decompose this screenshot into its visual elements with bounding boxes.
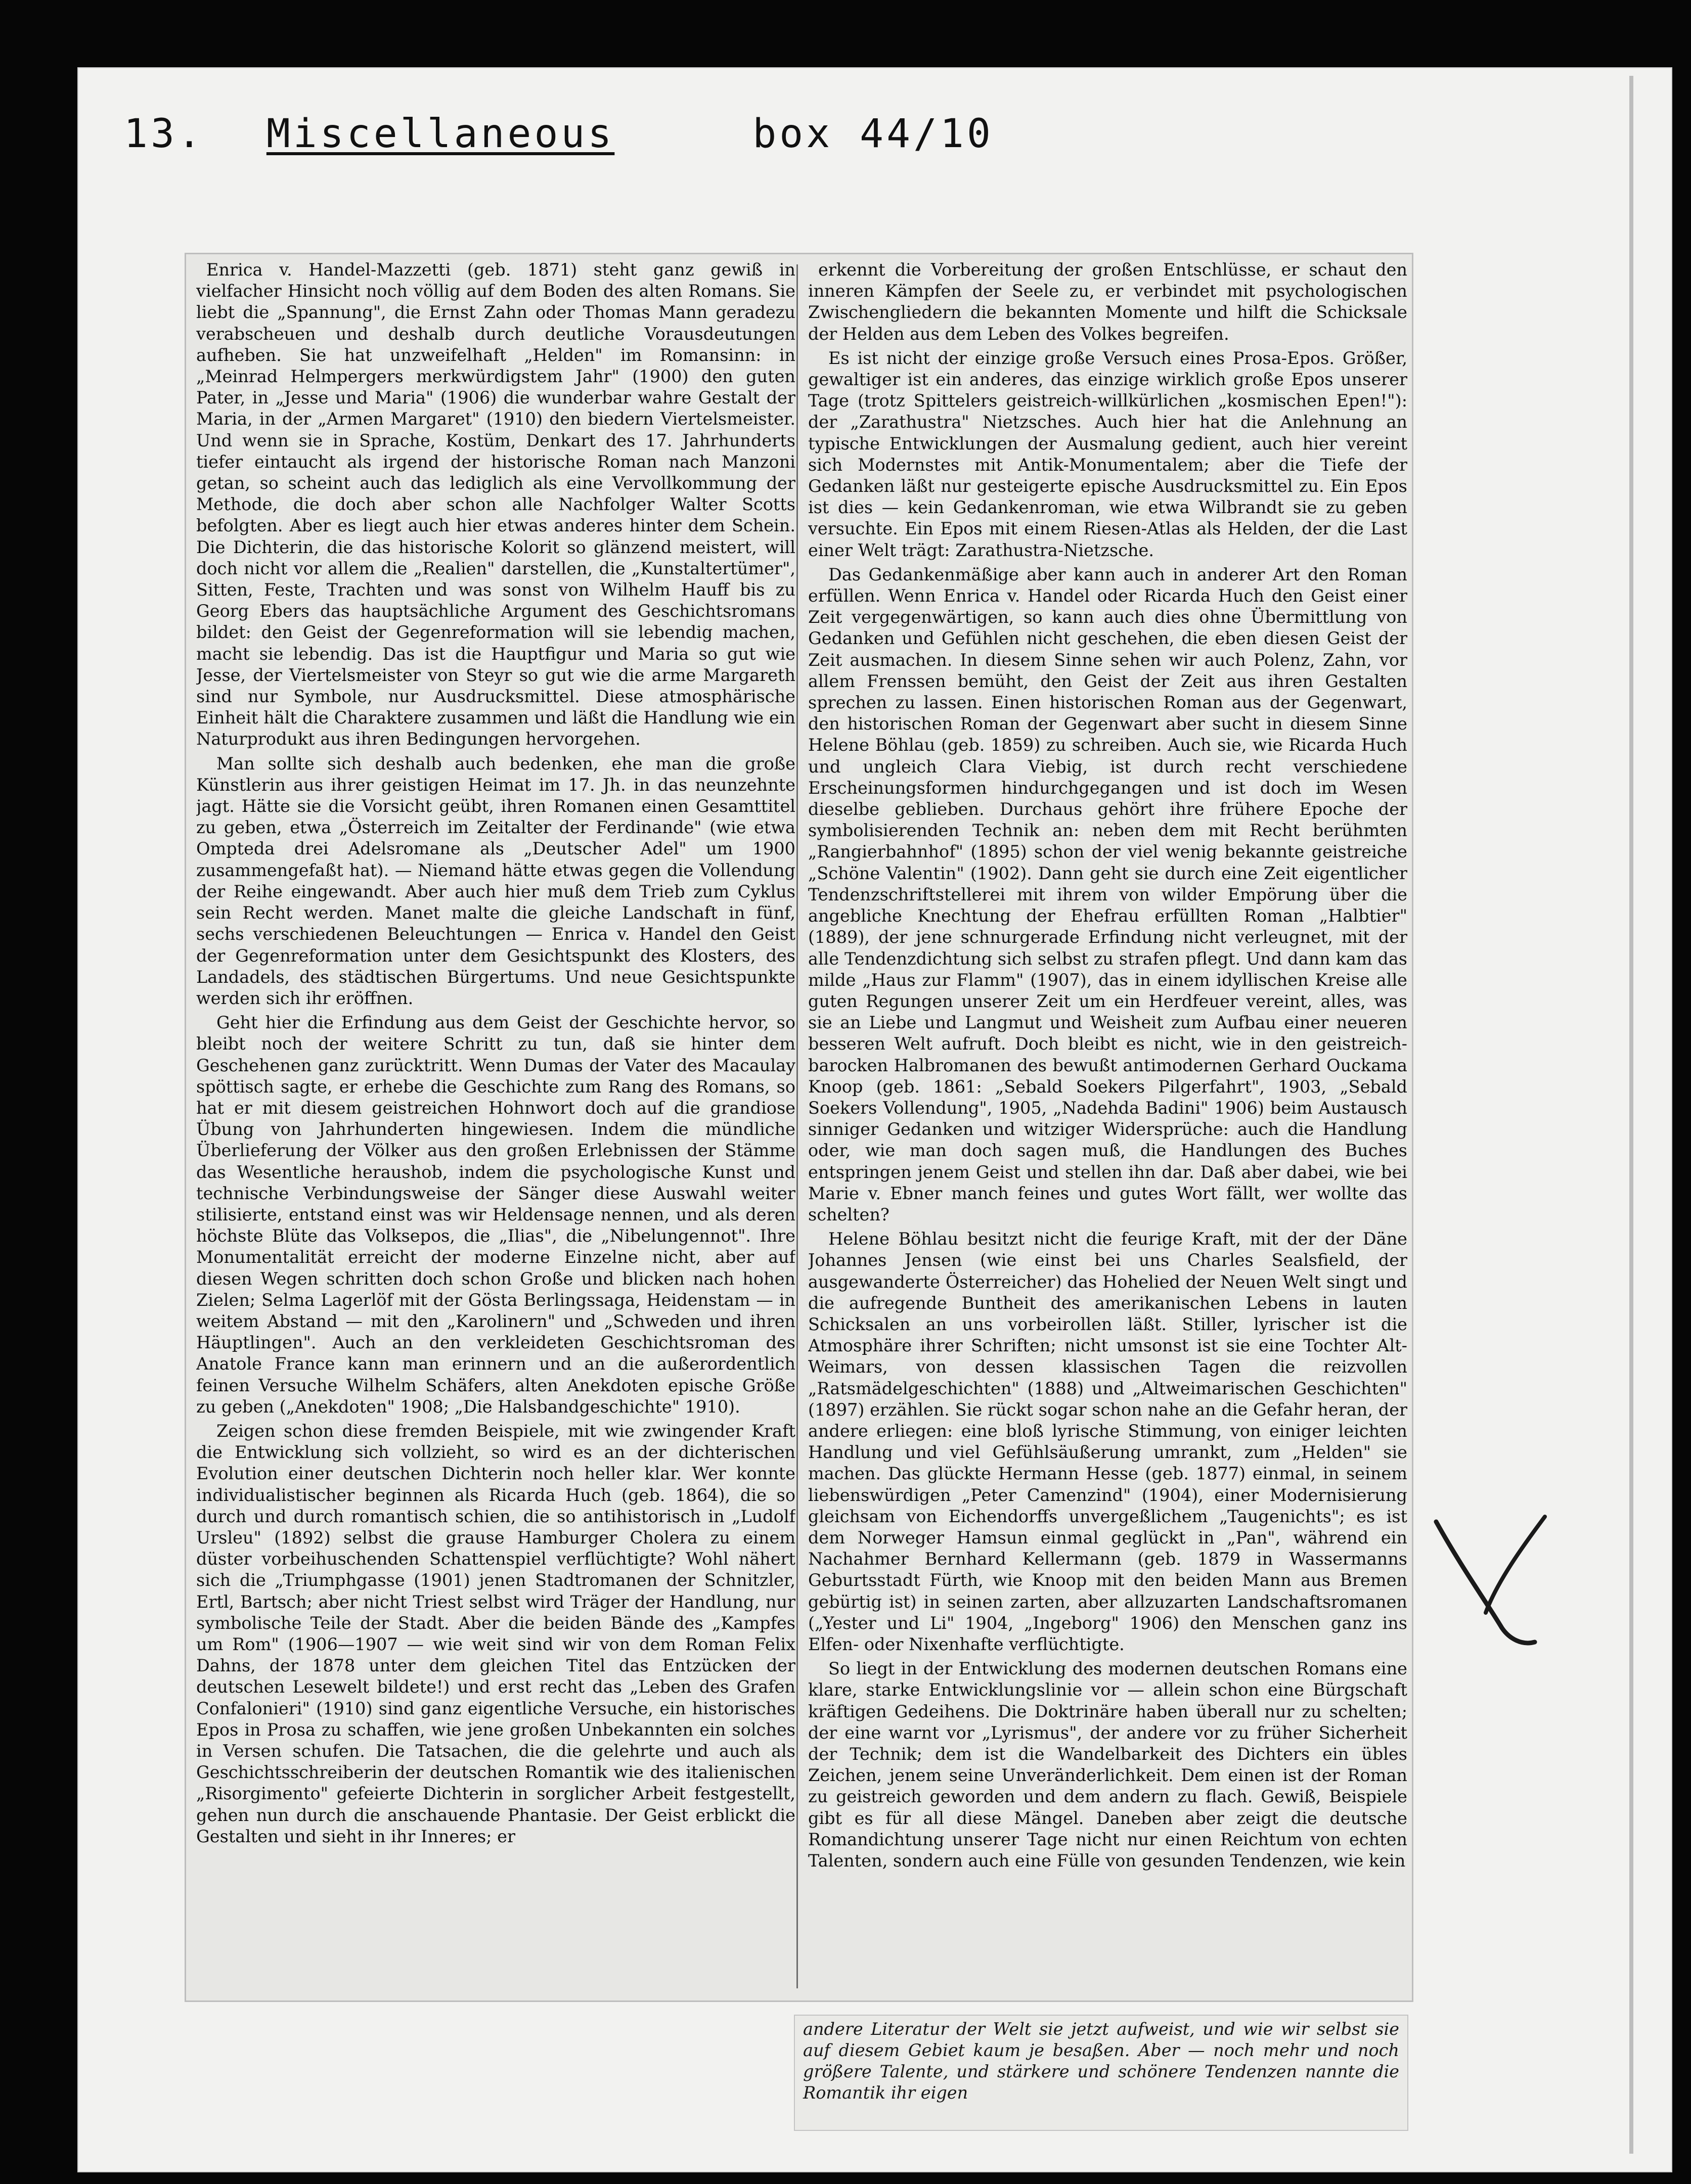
paragraph: Man sollte sich deshalb auch bedenken, ehe man die große Künstlerin aus ihrer geistigen Heimat im 17. Jh. in das neunzehnte jagt. Hätte sie die Vorsicht geübt, ihren Romanen einen Gesamttitel zu geben, etwa „Österreich im Zeitalter der Ferdinande" (wie etwa Ompteda drei Adelsromane als „Deutscher Adel" um 1900 zusammengefaßt hat). — Niemand hätte etwas gegen die Vollendung der Reihe eingewandt. Aber auch hier muß dem Trieb zum Cyklus sein Recht werden. Manet malte die gleiche Landschaft in fünf, sechs verschiedenen Beleuchtungen — Enrica v. Handel den Geist der Gegenreformation unter dem Gesichtspunkt des Klosters, des Landadels, des städtischen Bürgertums. Und neue Gesichtspunkte werden sich ihr eröffnen. bbox=[196, 753, 795, 1008]
paragraph: Geht hier die Erfindung aus dem Geist der Geschichte hervor, so bleibt noch der weitere Schritt zu tun, daß sie hinter dem Geschehenen ganz zurücktritt. Wenn Dumas der Vater des Macaulay spöttisch sagte, er erhebe die Geschichte zum Rang des Romans, so hat er mit diesem geistreichen Hohnwort doch auf die grandiose Übung von Jahrhunderten hingewiesen. Indem die mündliche Überlieferung der Völker aus den großen Erlebnissen der Stämme das Wesentliche heraushob, indem die psychologische Kunst und technische Verbindungsweise der Sänger diese Auswahl weiter stilisierte, entstand einst was wir Heldensage nennen, und als deren höchste Blüte das Volksepos, die „Ilias", die „Nibelungennot". Ihre Monumentalität erreicht der moderne Einzelne nicht, aber auf diesen Wegen schritten doch schon Große und blicken nach hohen Zielen; Selma Lagerlöf mit der Gösta Berlingssaga, Heidenstam — in weitem Abstand — mit den „Karolinern" und „Schweden und ihren Häuptlingen". Auch an den verkleideten Geschichtsroman des Anatole France kann man erinnern und an die außerordentlich feinen Versuche Wilhelm Schäfers, alten Anekdoten epische Größe zu geben („Anekdoten" 1908; „Die Halsbandgeschichte" 1910). bbox=[196, 1013, 795, 1417]
paragraph: Das Gedankenmäßige aber kann auch in anderer Art den Roman erfüllen. Wenn Enrica v. Handel oder Ricarda Huch den Geist einer Zeit vergegenwärtigen, so kann auch dies ohne Übermittlung von Gedanken und Gefühlen nicht geschehen, die eben diesen Geist der Zeit ausmachen. In diesem Sinne sehen wir auch Polenz, Zahn, vor allem Frenssen bemüht, den Geist der Zeit aus ihren Gestalten sprechen zu lassen. Einen historischen Roman aus der Gegenwart, den historischen Roman der Gegenwart aber sucht in diesem Sinne Helene Böhlau (geb. 1859) zu schreiben. Auch sie, wie Ricarda Huch und ungleich Clara Viebig, ist durch recht verschiedene Erscheinungsformen hindurchgegangen und ist doch im Wesen dieselbe geblieben. Durchaus gehört ihre frühere Epoche der symbolisierenden Technik an: neben dem mit Recht berühmten „Rangierbahnhof" (1895) schon der viel wenig bekannte geistreiche „Schöne Valentin" (1902). Dann geht sie durch eine Zeit eigentlicher Tendenzschriftstellerei mit ihrem von wilder Empörung über die angebliche Knechtung der Ehefrau erfüllten Roman „Halbtier" (1889), der jene schnurgerade Erfindung nicht verleugnet, mit der alle Tendenzdichtung sich selbst zu strafen pflegt. Und dann kam das milde „Haus zur Flamm" (1907), das in einem idyllischen Kreise alle guten Regungen unserer Zeit um ein Herdfeuer vereint, alles, was sie an Liebe und Langmut und Weisheit zum Aufbau einer neueren besseren Welt aufruft. Doch bleibt es nicht, wie in den geistreich-barocken Halbromanen des bewußt antimodernen Gerhard Ouckama Knoop (geb. 1861: „Sebald Soekers Pilgerfahrt", 1903, „Sebald Soekers Vollendung", 1905, „Nadehda Badini" 1906) beim Austausch sinniger Gedanken und witziger Widersprüche: auch die Handlung oder, wie man doch sagen muß, die Handlungen des Buches entspringen jenem Geist und stellen ihn dar. Daß aber dabei, wie bei Marie v. Ebner manch feines und gutes Wort fällt, wer wollte das schelten? bbox=[808, 564, 1407, 1224]
header-box-number: box 44/10 bbox=[752, 111, 994, 157]
sheet-edge-shadow bbox=[1629, 76, 1633, 2154]
pencil-cross-mark bbox=[1426, 1507, 1558, 1658]
archive-header bbox=[124, 111, 994, 157]
header-category: Miscellaneous bbox=[266, 111, 615, 157]
paragraph: So liegt in der Entwicklung des modernen deutschen Romans eine klare, starke Entwicklungslinie vor — allein schon eine Bürgschaft kräftigen Gedeihens. Die Doktrinäre haben überall nur zu schelten; der eine warnt vor „Lyrismus", der andere vor zu früher Sicherheit der Technik; dem ist die Wandelbarkeit des Dichters ein übles Zeichen, jenem seine Unveränderlichkeit. Dem einen ist der Roman zu geistreich geworden und dem andern zu flach. Gewiß, Beispiele gibt es für all diese Mängel. Daneben aber zeigt die deutsche Romandichtung unserer Tage nicht nur einen Reichtum von echten Talenten, sondern auch eine Fülle von gesunden Tendenzen, wie kein bbox=[808, 1659, 1407, 1871]
paragraph: erkennt die Vorbereitung der großen Entschlüsse, er schaut den inneren Kämpfen der Seele zu, er verbindet mit psychologischen Zwischengliedern die bekannten Momente und hilft die Schicksale der Helden aus dem Leben des Volkes begreifen. bbox=[808, 260, 1407, 344]
paragraph: Helene Böhlau besitzt nicht die feurige Kraft, mit der der Däne Johannes Jensen (wie einst bei uns Charles Sealsfield, der ausgewanderte Österreicher) das Hohelied der Neuen Welt singt und die aufregende Buntheit des amerikanischen Lebens in lauten Schicksalen an uns vorbeirollen läßt. Stiller, lyrischer ist die Atmosphäre ihrer Schriften; nicht umsonst ist sie eine Tochter Alt-Weimars, von dessen klassischen Tagen die reizvollen „Ratsmädelgeschichten" (1888) und „Altweimarischen Geschichten" (1897) erzählen. Sie rückt sogar schon nahe an die Gefahr heran, der andere erliegen: eine bloß lyrische Stimmung, von einiger leichten Handlung und viel Gefühlsäußerung umrankt, zum „Helden" sie machen. Das glückte Hermann Hesse (geb. 1877) einmal, in seinem liebenswürdigen „Peter Camenzind" (1904), einer Modernisierung gleichsam von Eichendorffs unvergeßlichem „Taugenichts"; es ist dem Norweger Hamsun einmal geglückt in „Pan", während ein Nachahmer Bernhard Kellermann (geb. 1879 in Wassermanns Geburtsstadt Fürth, wie Knoop mit den beiden Mann aus Bremen gebürtig ist) in seinen zarten, aber allzuzarten Landschaftsromanen („Yester und Li" 1904, „Ingeborg" 1906) den Menschen ganz ins Elfen- oder Nixenhafte verflüchtigte. bbox=[808, 1229, 1407, 1654]
paragraph: Enrica v. Handel-Mazzetti (geb. 1871) steht ganz gewiß in vielfacher Hinsicht noch völlig auf dem Boden des alten Romans. Sie liebt die „Spannung", die Ernst Zahn oder Thomas Mann geradezu verabscheuen und deshalb durch deutliche Vorausdeutungen aufheben. Sie hat unzweifelhaft „Helden" im Romansinn: in „Meinrad Helmpergers merkwürdigstem Jahr" (1900) den guten Pater, in „Jesse und Maria" (1906) die wunderbar wahre Gestalt der Maria, in der „Armen Margaret" (1910) den biedern Viertelsmeister. Und wenn sie in Sprache, Kostüm, Denkart des 17. Jahrhunderts tiefer eintaucht als irgend der historische Roman nach Manzoni getan, so scheint auch das lediglich als eine Vervollkommung der Methode, die doch aber schon alle Nachfolger Walter Scotts befolgten. Aber es liegt auch hier etwas anderes hinter dem Schein. Die Dichterin, die das historische Kolorit so glänzend meistert, will doch nicht vor allem die „Realien" darstellen, die „Kunstaltertümer", Sitten, Feste, Trachten und was sonst von Wilhelm Hauff bis zu Georg Ebers das hauptsächliche Argument des Geschichtsromans bildet: den Geist der Gegenreformation will sie lebendig machen, macht sie lebendig. Das ist die Hauptfigur und Maria so gut wie Jesse, der Viertelsmeister von Steyr so gut wie die arme Margareth sind nur Symbole, nur Ausdrucksmittel. Diese atmosphärische Einheit hält die Charaktere zusammen und läßt die Handlung wie ein Naturprodukt aus ihren Bedingungen hervorgehen. bbox=[196, 260, 795, 749]
article-column-right bbox=[808, 259, 1407, 1998]
paragraph: Zeigen schon diese fremden Beispiele, mit wie zwingender Kraft die Entwicklung sich vollzieht, so wird es an der dichterischen Evolution einer deutschen Dichterin noch heller klar. Wer konnte individualistischer beginnen als Ricarda Huch (geb. 1864), die so durch und durch romantisch schien, die so antihistorisch in „Ludolf Ursleu" (1892) selbst die grause Hamburger Cholera zu einem düster vorbeihuschenden Schattenspiel verflüchtigte? Wohl nähert sich die „Triumphgasse (1901) jenen Stadtromanen der Schnitzler, Ertl, Bartsch; aber nicht Triest selbst wird Träger der Handlung, nur symbolische Teile der Stadt. Aber die beiden Bände des „Kampfes um Rom" (1906—1907 — wie weit sind wir von dem Roman Felix Dahns, der 1878 unter dem gleichen Titel das Entzücken der deutschen Lesewelt bildete!) und erst recht das „Leben des Grafen Confalonieri" (1910) sind ganz eigentliche Versuche, ein historisches Epos in Prosa zu schaffen, wie jene großen Unbekannten ein solches in Versen schufen. Die Tatsachen, die die gelehrte und auch als Geschichtsschreiberin der deutschen Romantik wie des italienischen „Risorgimento" gefeierte Dichterin in sorglicher Arbeit festgestellt, gehen nun durch die anschauende Phantasie. Der Geist erblickt die Gestalten und sieht in ihr Inneres; er bbox=[196, 1421, 795, 1846]
article-column-left bbox=[196, 259, 795, 1998]
continuation-strip: andere Literatur der Welt sie jetzt aufweist, und wie wir selbst sie auf diesem Gebiet kaum je besaßen. Aber — noch mehr und noch größere Talente, und stärkere und schönere Tendenzen nannte die Romantik ihr eigen bbox=[794, 2015, 1408, 2131]
header-number: 13. bbox=[124, 111, 204, 157]
newspaper-clipping bbox=[185, 253, 1413, 2002]
column-divider bbox=[796, 264, 798, 1988]
paragraph: Es ist nicht der einzige große Versuch eines Prosa-Epos. Größer, gewaltiger ist ein anderes, das einzige wirklich große Epos unserer Tage (trotz Spittelers geistreich-willkürlichen „kosmischen Epen!"): der „Zarathustra" Nietzsches. Auch hier hat die Anlehnung an typische Entwicklungen der Ausmalung gedient, auch hier vereint sich Modernstes mit Antik-Monumentalem; aber die Tiefe der Gedanken läßt nur gesteigerte epische Ausdrucksmittel zu. Ein Epos ist dies — kein Gedankenroman, wie etwa Wilbrandt sie zu geben versuchte. Ein Epos mit einem Riesen-Atlas als Helden, der die Last einer Welt trägt: Zarathustra-Nietzsche. bbox=[808, 348, 1407, 560]
